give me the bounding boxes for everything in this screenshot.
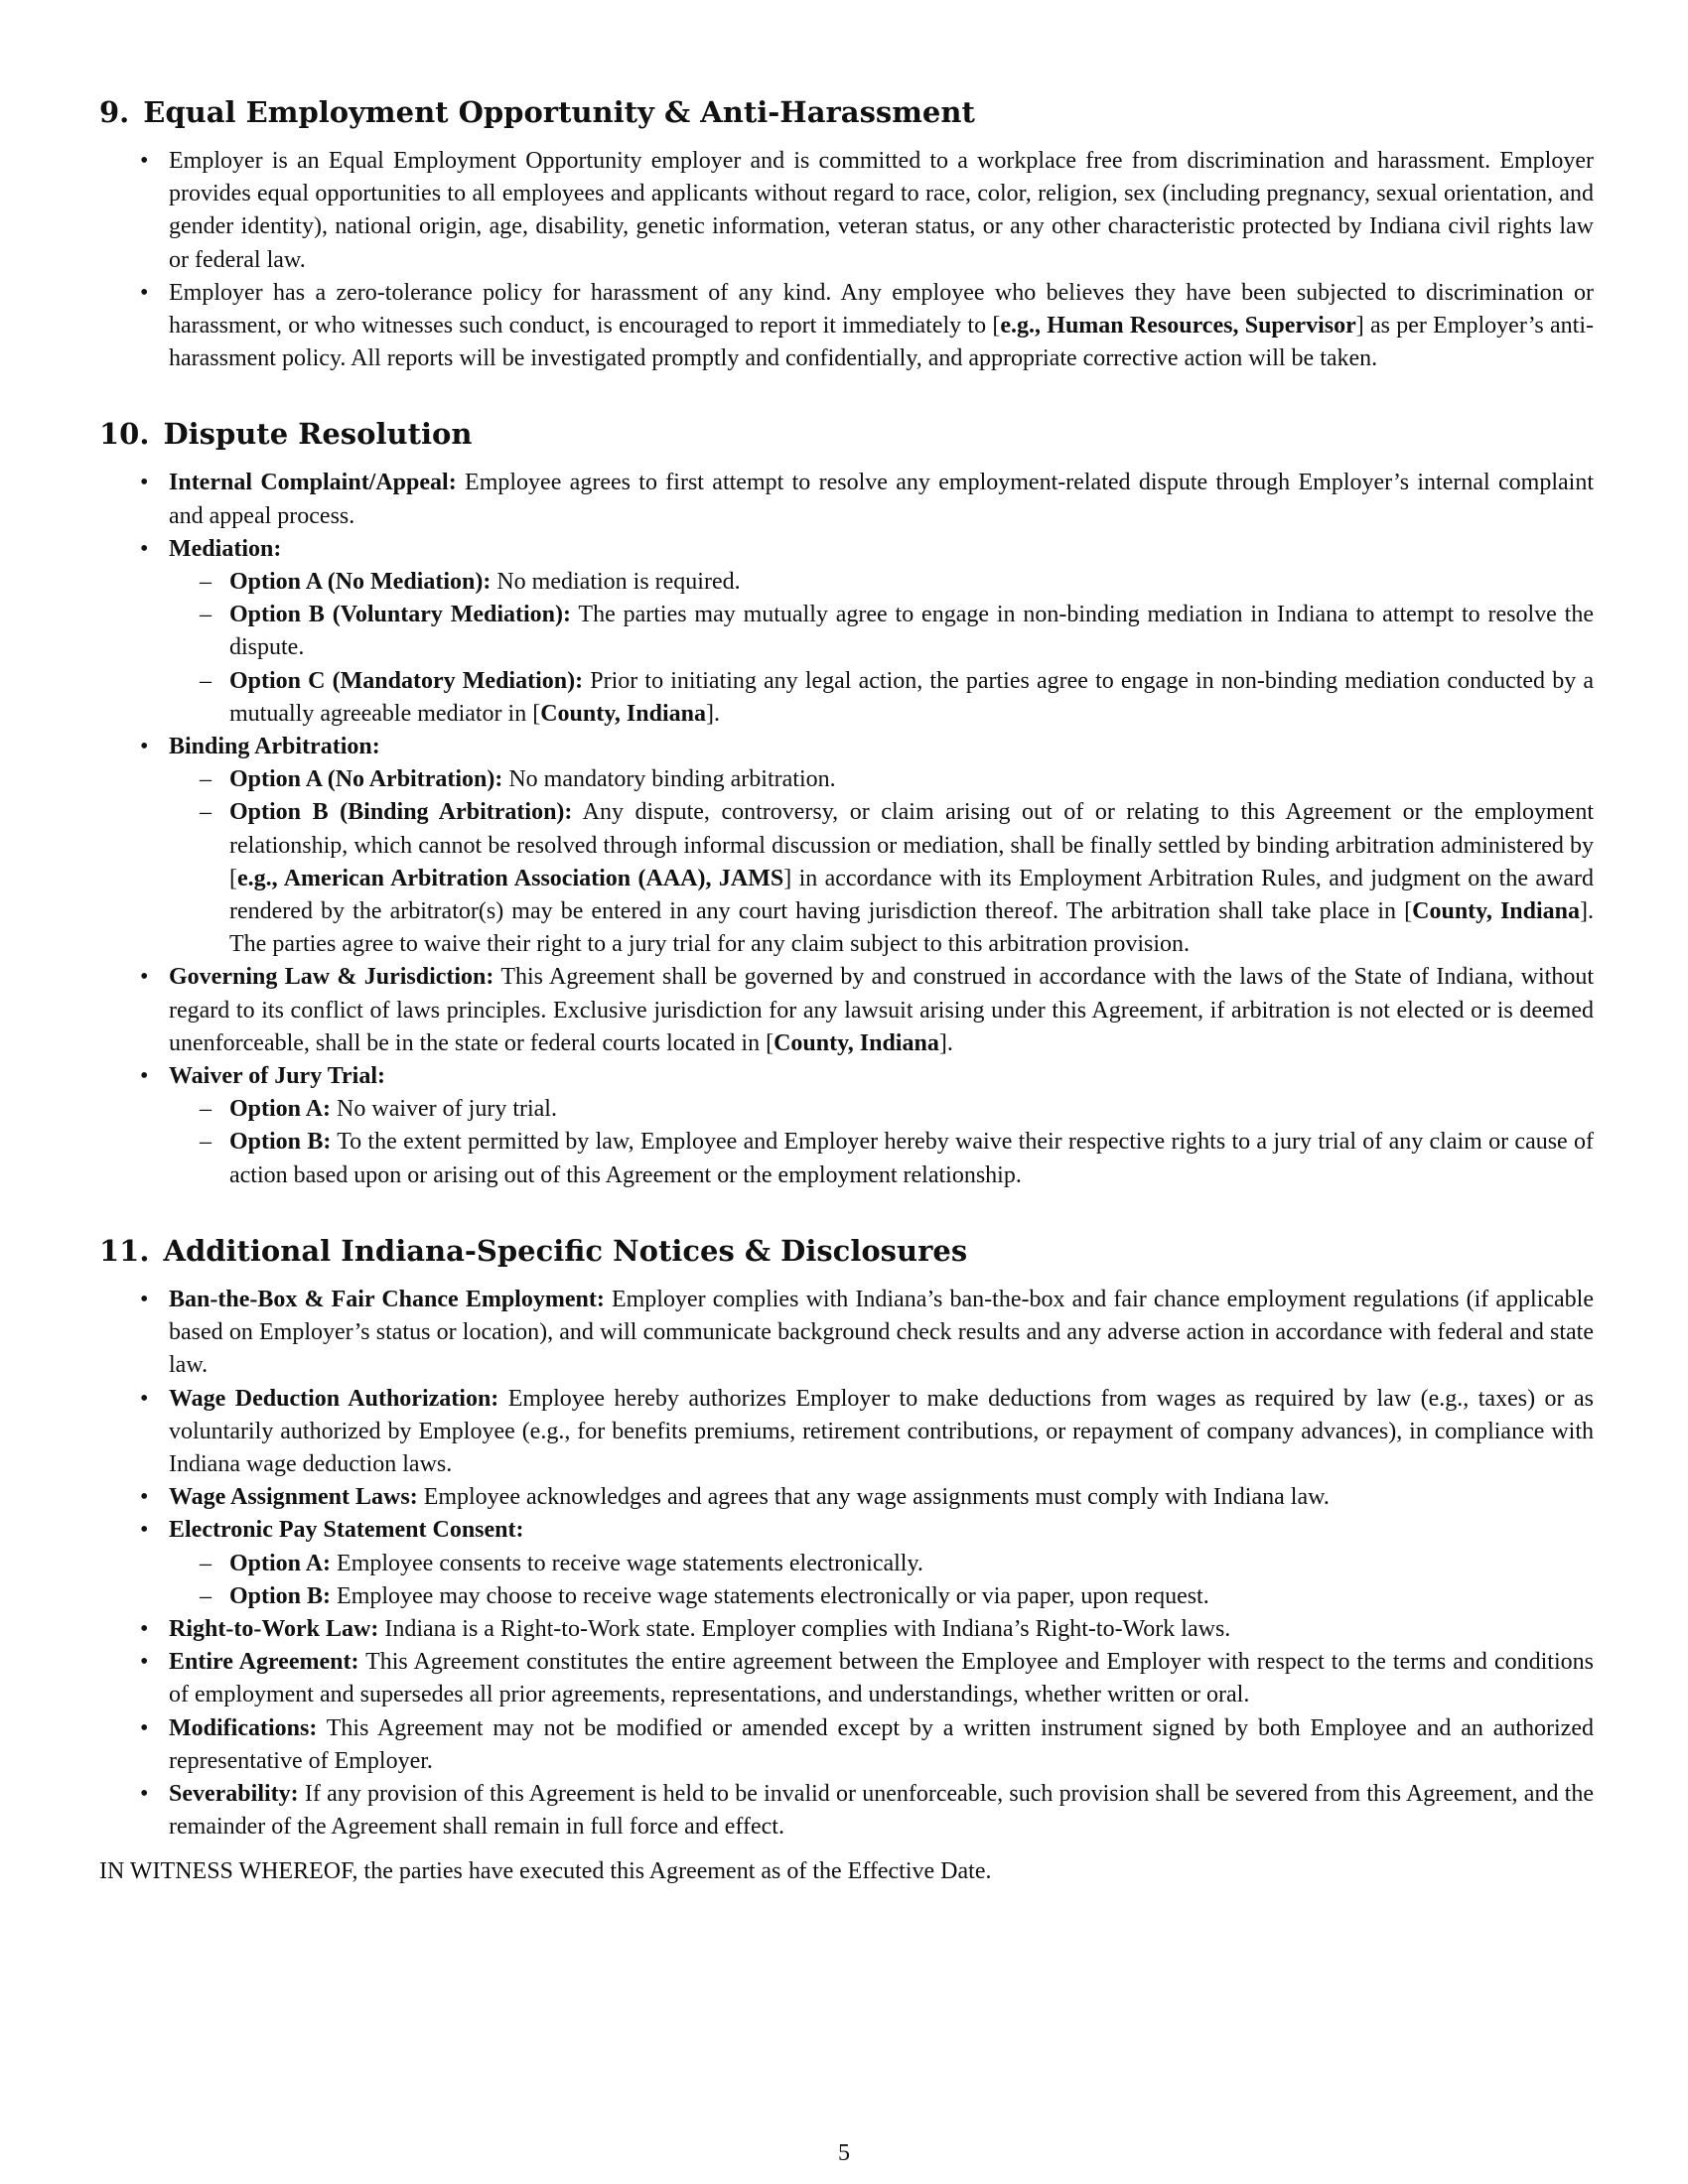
list-item	[99, 1712, 1600, 1778]
placeholder-field: County, Indiana	[540, 700, 706, 727]
option-item	[229, 599, 1600, 664]
placeholder-field: County, Indiana	[1412, 898, 1580, 925]
option-text: To the extent permitted by law, Employee and Employer hereby waive their respective rights to a jury trial of any claim or cause of action based upon or arising out of this Agreement or the employment relationship.	[229, 1129, 1600, 1188]
list-item	[99, 1284, 1601, 1383]
section-heading	[99, 1230, 1594, 1272]
list-item	[99, 1778, 1600, 1843]
list-item	[99, 731, 1600, 961]
option-text: Prior to initiating any legal action, the parties agree to engage in non-binding mediation conducted by a mutually agreeable mediator in [	[229, 667, 1600, 727]
section-10	[99, 413, 1601, 1191]
option-item	[229, 796, 1600, 961]
section-title: Dispute Resolution	[163, 417, 473, 452]
option-item	[229, 1548, 1594, 1580]
option-text: No mediation is required.	[491, 569, 741, 596]
section-heading	[99, 91, 1594, 133]
item-label: Ban-the-Box & Fair Chance Employment:	[169, 1286, 605, 1312]
item-text: Employee agrees to first attempt to resolve any employment-related dispute through Employer’s internal complaint and appeal process.	[169, 470, 1601, 529]
section-title: Equal Employment Opportunity & Anti-Harassment	[143, 95, 975, 129]
list-item	[99, 1481, 1594, 1514]
option-label: Option C (Mandatory Mediation):	[229, 667, 584, 694]
item-label: Right-to-Work Law:	[169, 1615, 379, 1642]
option-label: Option B:	[229, 1582, 332, 1609]
section-heading	[99, 413, 1594, 455]
list-item	[99, 1383, 1600, 1482]
list-item	[99, 1613, 1594, 1646]
option-text: Employee consents to receive wage statements electronically.	[331, 1550, 923, 1576]
item-text: Employer has a zero-tolerance policy for harassment of any kind. Any employee who believes they have been subjected to discrimination or harassment, or who witnesses such conduct, is encouraged to report it immediately to [	[169, 279, 1594, 340]
item-label: Wage Deduction Authorization:	[169, 1385, 499, 1412]
item-label: Internal Complaint/Appeal:	[169, 470, 457, 496]
option-text: ]. The parties agree to waive their right to a jury trial for any claim subject to this arbitration provision.	[229, 898, 1594, 958]
section-number: 11.	[99, 1233, 150, 1268]
item-label: Modifications:	[169, 1714, 318, 1741]
page-number: 5	[838, 2140, 850, 2166]
list-item	[99, 961, 1600, 1060]
section-number: 10.	[99, 417, 150, 452]
item-label: Severability:	[169, 1780, 299, 1807]
section-9	[99, 91, 1594, 375]
option-label: Option A:	[229, 1550, 332, 1576]
item-text: ].	[938, 1029, 953, 1056]
section-title: Additional Indiana-Specific Notices & Disclosures	[163, 1233, 968, 1268]
item-text: Employer is an Equal Employment Opportunity employer and is committed to a workplace free from discrimination and harassment. Employer provides equal opportunities to all employees and applicants without regard to race, color, religion, sex (including pregnancy, sexual orientation, and gender identity), national origin, age, disability, genetic information, veteran status, or any other characteristic protected by Indiana civil rights law or federal law.	[169, 148, 1594, 273]
item-label: Waiver of Jury Trial:	[169, 1063, 385, 1090]
option-label: Option B:	[229, 1129, 332, 1156]
option-item	[229, 566, 1594, 599]
section-11	[99, 1230, 1601, 1843]
page-content	[99, 91, 1601, 1913]
list-item	[99, 467, 1601, 532]
item-text: Employee hereby authorizes Employer to make deductions from wages as required by law (e.g., taxes) or as voluntarily authorized by Employee (e.g., for benefits premiums, retirement contributions, or repayment of company advances), in compliance with Indiana wage deduction laws.	[169, 1385, 1600, 1477]
item-label: Mediation:	[169, 535, 282, 562]
item-text: Employee acknowledges and agrees that any wage assignments must comply with Indiana law.	[417, 1484, 1330, 1511]
option-text: ].	[705, 700, 720, 727]
list-item	[99, 277, 1594, 376]
option-text: No waiver of jury trial.	[331, 1096, 557, 1123]
item-label: Governing Law & Jurisdiction:	[169, 964, 494, 991]
option-text: ] in accordance with its Employment Arbitration Rules, and judgment on the award rendered by the arbitrator(s) may be entered in any court having jurisdiction thereof. The arbitration shall take place in [	[229, 865, 1594, 925]
option-list	[229, 1093, 1600, 1192]
option-text: No mandatory binding arbitration.	[502, 766, 836, 793]
option-text: Any dispute, controversy, or claim arising out of or relating to this Agreement or the employment relationship, which cannot be resolved through informal discussion or mediation, shall be finally settled by binding arbitration administered by [	[229, 799, 1600, 891]
item-label: Binding Arbitration:	[169, 734, 380, 760]
item-label: Electronic Pay Statement Consent:	[169, 1517, 524, 1544]
item-label: Wage Assignment Laws:	[169, 1484, 418, 1511]
option-label: Option B (Voluntary Mediation):	[229, 602, 572, 628]
option-item	[229, 1580, 1594, 1613]
option-label: Option A:	[229, 1096, 332, 1123]
placeholder-field: County, Indiana	[774, 1029, 939, 1056]
option-text: The parties may mutually agree to engage in non-binding mediation in Indiana to attempt to resolve the dispute.	[229, 602, 1600, 661]
list-item	[99, 1514, 1594, 1613]
item-text: Indiana is a Right-to-Work state. Employer complies with Indiana’s Right-to-Work laws.	[378, 1615, 1231, 1642]
item-text: This Agreement constitutes the entire agreement between the Employee and Employer with respect to the terms and conditions of employment and supersedes all prior agreements, representations, and understandings, whether written or oral.	[169, 1649, 1600, 1708]
bullet-list	[99, 145, 1594, 375]
item-label: Entire Agreement:	[169, 1649, 359, 1676]
item-text: If any provision of this Agreement is held to be invalid or unenforceable, such provision shall be severed from this Agreement, and the remainder of the Agreement shall remain in full force and effect.	[169, 1780, 1600, 1841]
option-label: Option A (No Mediation):	[229, 569, 492, 596]
list-item	[99, 145, 1594, 277]
option-list	[229, 566, 1600, 731]
option-item	[229, 1093, 1594, 1126]
item-text: Employer complies with Indiana’s ban-the-box and fair chance employment regulations (if applicable based on Employer’s status or location), and will communicate background check results and any adverse action in accordance with federal and state law.	[169, 1286, 1601, 1379]
option-text: Employee may choose to receive wage statements electronically or via paper, upon request.	[331, 1582, 1209, 1609]
item-text: This Agreement may not be modified or amended except by a written instrument signed by both Employee and an authorized representative of Employer.	[169, 1714, 1600, 1774]
option-label: Option B (Binding Arbitration):	[229, 799, 573, 826]
list-item	[99, 1060, 1600, 1192]
placeholder-field: e.g., Human Resources, Supervisor	[1000, 313, 1356, 340]
placeholder-field: e.g., American Arbitration Association (AAA), JAMS	[237, 865, 784, 891]
list-item	[99, 533, 1600, 731]
option-list	[229, 1548, 1594, 1613]
item-text: This Agreement shall be governed by and construed in accordance with the laws of the State of Indiana, without regard to its conflict of laws principles. Exclusive jurisdiction for any lawsuit arising under this Agreement, if arbitration is not elected or is deemed unenforceable, shall be in the state or federal courts located in [	[169, 964, 1600, 1056]
option-list	[229, 763, 1600, 961]
item-text: ] as per Employer’s anti-harassment policy. All reports will be investigated promptly and confidentially, and appropriate corrective action will be taken.	[169, 313, 1594, 372]
option-item	[229, 763, 1594, 796]
bullet-list	[99, 1284, 1601, 1843]
section-number: 9.	[99, 95, 130, 129]
bullet-list	[99, 467, 1601, 1191]
option-label: Option A (No Arbitration):	[229, 766, 503, 793]
option-item	[229, 1126, 1600, 1191]
list-item	[99, 1646, 1600, 1711]
option-item	[229, 665, 1600, 731]
witness-statement: IN WITNESS WHEREOF, the parties have executed this Agreement as of the Effective Date.	[99, 1858, 992, 1885]
